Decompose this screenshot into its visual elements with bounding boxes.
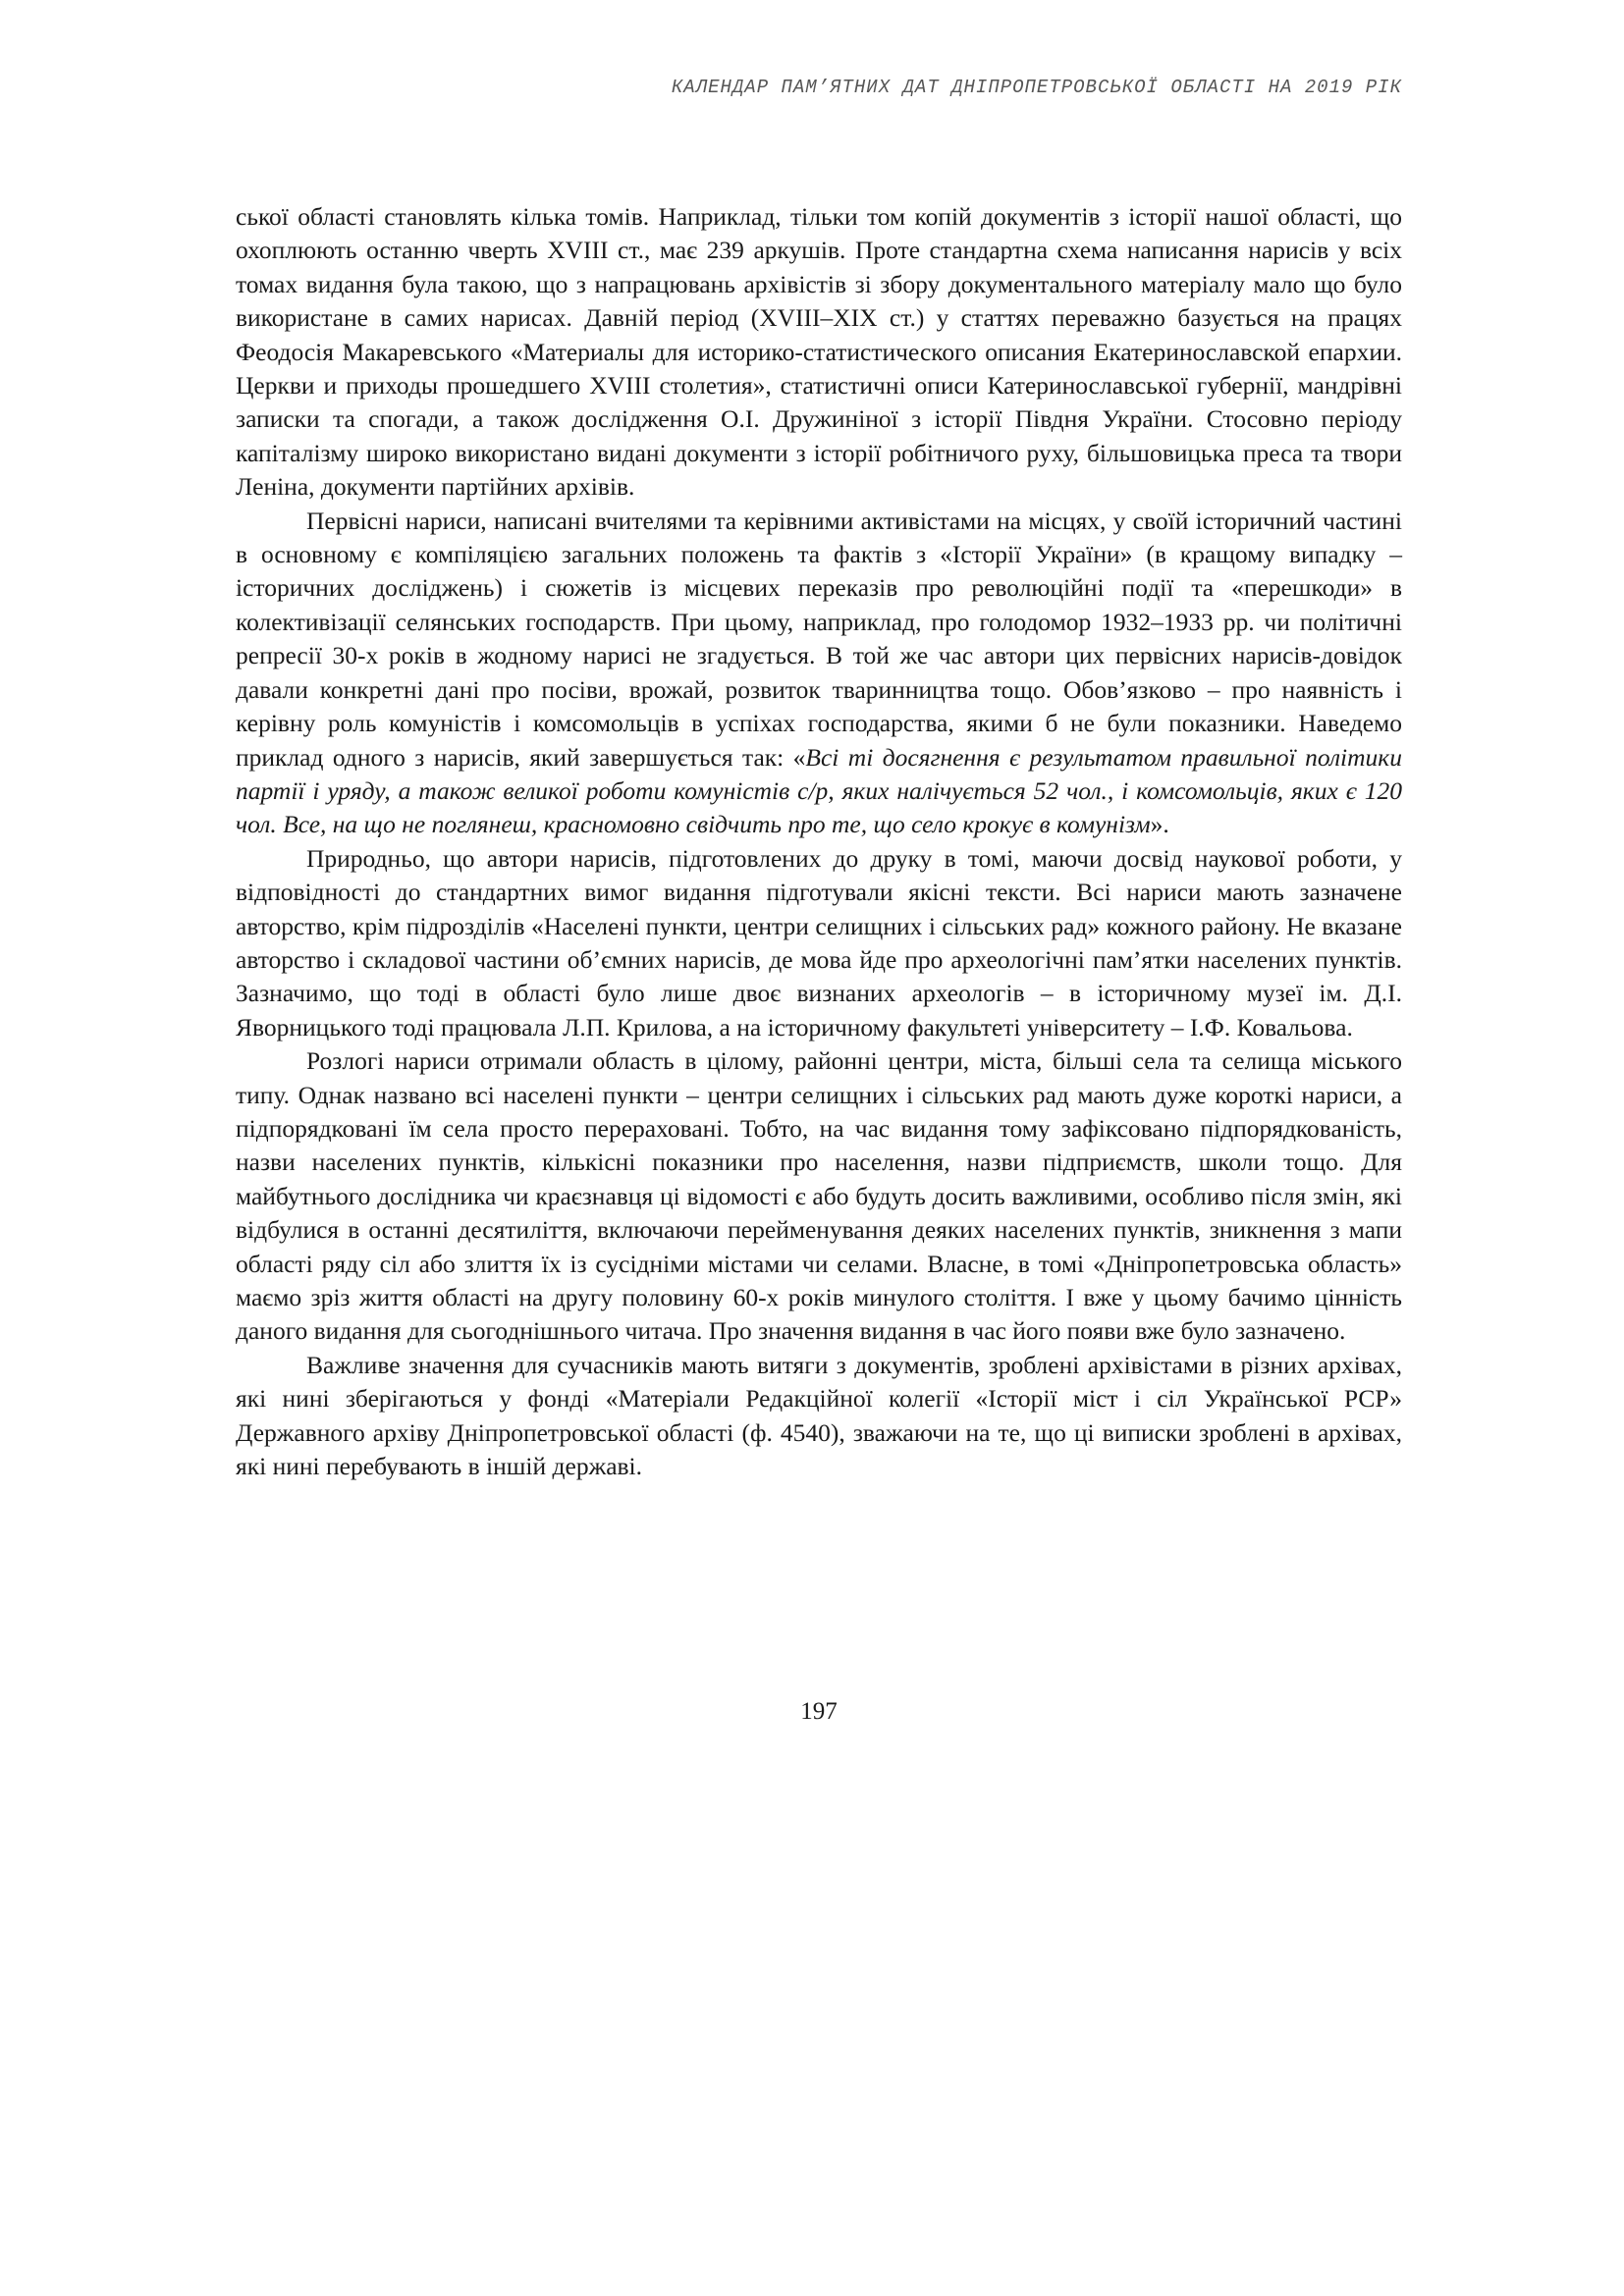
paragraph: Природньо, що автори нарисів, підготовлених до друку в томі, маючи досвід наукової роботи, у відповідності до стандартних вимог видання підготували якісні тексти. Всі нариси мають зазначене авторство, крім підрозділів «Населені пункти, центри селищних і сільських рад» кожного району. Не вказане авторство і складової частини об’ємних нарисів, де мова йде про археологічні пам’ятки населених пунктів. Зазначимо, що тоді в області було лише двоє визнаних археологів – в історичному музеї ім. Д.І. Яворницького тоді працювала Л.П. Крилова, а на історичному факультеті університету – І.Ф. Ковальова. <box>236 843 1402 1041</box>
italic-quote: Всі ті досягнення є результатом правильної політики партії і уряду, а також великої роботи комуністів с/р, яких налічується 52 чол., і комсомольців, яких є 120 чол. Все, на що не поглянеш, красномовно свідчить про те, що село крокує в комунізм <box>236 742 1402 839</box>
paragraph-continuation: ської області становлять кілька томів. Наприклад, тільки том копій документів з історії нашої області, що охоплюють останню чверть XVIII ст., має 239 аркушів. Проте стандартна схема написання нарисів у всіх томах видання була такою, що з напрацювань архівістів зі збору документального матеріалу мало що було використане в самих нарисах. Давній період (XVIII–XIX ст.) у статтях переважно базується на працях Феодосія Макаревського «Материалы для историко-статистического описания Екатеринославской епархии. Церкви и приходы прошедшего XVIII столетия», статистичні описи Катеринославської губернії, мандрівні записки та спогади, а також дослідження О.І. Дружиніної з історії Півдня України. Стосовно періоду капіталізму широко використано видані документи з історії робітничого руху, більшовицька преса та твори Леніна, документи партійних архівів. <box>236 202 1402 502</box>
page-number: 197 <box>800 1698 838 1725</box>
paragraph: Важливе значення для сучасників мають витяги з документів, зроблені архівістами в різних архівах, які нині зберігаються у фонді «Матеріали Редакційної колегії «Історії міст і сіл Української РСР» Державного архіву Дніпропетровської області (ф. 4540), зважаючи на те, що ці виписки зроблені в архівах, які нині перебувають в іншій державі. <box>236 1350 1402 1481</box>
paragraph-text: Первісні нариси, написані вчителями та керівними активістами на місцях, у своїй історичний частині в основному є компіляцією загальних положень та фактів з «Історії України» (в кращому випадку – історичних досліджень) і сюжетів із місцевих переказів про революційні події та «перешкоди» в колективізації селянських господарств. При цьому, наприклад, про голодомор 1932–1933 рр. чи політичні репресії 30-х років в жодному нарисі не згадується. В той же час автори цих первісних нарисів-довідок давали конкретні дані про посіви, врожай, розвиток тваринництва тощо. Обов’язково – про наявність і керівну роль комуністів і комсомольців в успіхах господарства, якими б не були показники. Наведемо приклад одного з нарисів, який завершується так: « <box>236 506 1402 772</box>
paragraph: Розлогі нариси отримали область в цілому, районні центри, міста, більші села та селища міського типу. Однак названо всі населені пункти – центри селищних і сільських рад мають дуже короткі нариси, а підпорядковані їм села просто перераховані. Тобто, на час видання тому зафіксовано підпорядкованість, назви населених пунктів, кількісні показники про населення, назви підприємств, школи тощо. Для майбутнього дослідника чи краєзнавця ці відомості є або будуть досить важливими, особливо після змін, які відбулися в останні десятиліття, включаючи перейменування деяких населених пунктів, зникнення з мапи області ряду сіл або злиття їх із сусідніми містами чи селами. Власне, в томі «Дніпропетровська область» маємо зріз життя області на другу половину 60-х років минулого століття. І вже у цьому бачимо цінність даного видання для сьогоднішнього читача. Про значення видання в час його появи вже було зазначено. <box>236 1046 1402 1346</box>
body-text <box>236 200 1402 1483</box>
quote-closing: ». <box>1150 810 1169 839</box>
paragraph-with-quote <box>236 505 1402 842</box>
running-header: КАЛЕНДАР ПАМ’ЯТНИХ ДАТ ДНІПРОПЕТРОВСЬКОЇ ОБЛАСТІ НА 2019 РІК <box>671 77 1402 98</box>
